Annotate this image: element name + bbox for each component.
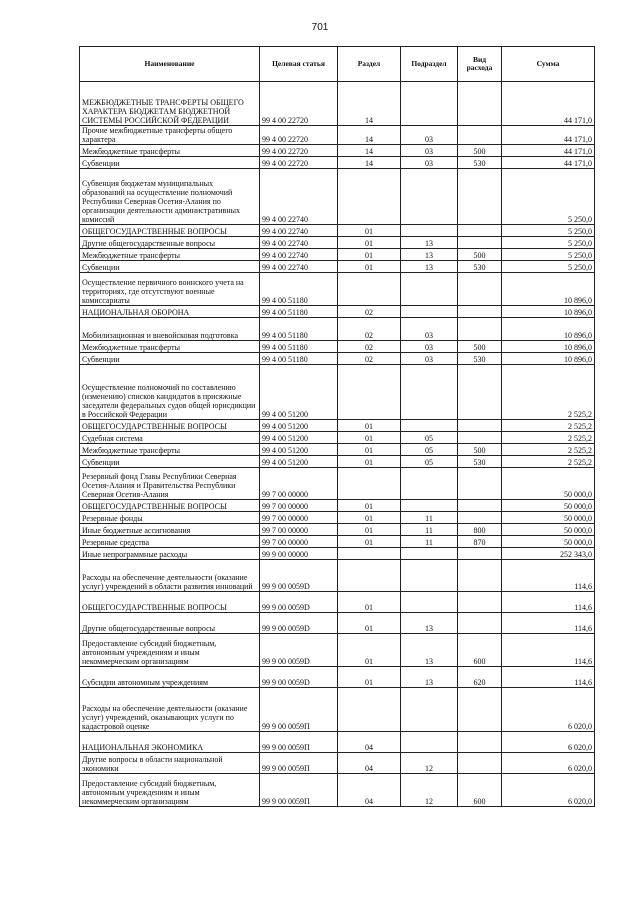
row-type bbox=[458, 318, 502, 341]
header-sum: Сумма bbox=[502, 47, 595, 82]
row-name: Осуществление первичного воинского учета на территориях, где отсутствуют военные комиссариаты bbox=[80, 273, 260, 306]
row-sum: 6 020,0 bbox=[502, 774, 595, 807]
row-type bbox=[458, 732, 502, 753]
row-code: 99 4 00 22740 bbox=[260, 237, 338, 249]
table-row bbox=[80, 592, 595, 613]
row-name: Другие общегосударственные вопросы bbox=[80, 613, 260, 634]
row-name: Расходы на обеспечение деятельности (оказание услуг) учреждений, оказывающих услуги по кадастровой оценке bbox=[80, 688, 260, 732]
row-name: Межбюджетные трансферты bbox=[80, 249, 260, 261]
row-name: Иные непрограммные расходы bbox=[80, 548, 260, 560]
row-subsection bbox=[401, 468, 458, 500]
row-type bbox=[458, 592, 502, 613]
row-section: 02 bbox=[338, 353, 401, 365]
row-name: Другие вопросы в области национальной экономики bbox=[80, 753, 260, 774]
row-code: 99 4 00 51180 bbox=[260, 306, 338, 318]
row-name: Субвенции bbox=[80, 157, 260, 169]
row-section: 01 bbox=[338, 613, 401, 634]
row-section: 01 bbox=[338, 456, 401, 468]
row-code: 99 9 00 00000 bbox=[260, 548, 338, 560]
row-sum: 50 000,0 bbox=[502, 468, 595, 500]
row-code: 99 4 00 51180 bbox=[260, 341, 338, 353]
row-sum: 44 171,0 bbox=[502, 82, 595, 126]
row-sum: 44 171,0 bbox=[502, 126, 595, 145]
table-row bbox=[80, 126, 595, 145]
row-type: 800 bbox=[458, 524, 502, 536]
row-sum: 50 000,0 bbox=[502, 536, 595, 548]
table-body bbox=[80, 82, 595, 807]
row-subsection bbox=[401, 306, 458, 318]
row-section: 01 bbox=[338, 512, 401, 524]
row-section: 04 bbox=[338, 753, 401, 774]
row-sum: 5 250,0 bbox=[502, 261, 595, 273]
row-sum: 5 250,0 bbox=[502, 237, 595, 249]
row-type: 530 bbox=[458, 261, 502, 273]
row-subsection bbox=[401, 273, 458, 306]
row-sum: 114,6 bbox=[502, 613, 595, 634]
table-row bbox=[80, 524, 595, 536]
row-sum: 2 525,2 bbox=[502, 365, 595, 420]
table-row bbox=[80, 225, 595, 237]
row-sum: 44 171,0 bbox=[502, 157, 595, 169]
row-code: 99 7 00 00000 bbox=[260, 468, 338, 500]
row-subsection: 03 bbox=[401, 318, 458, 341]
row-name: Субвенции bbox=[80, 353, 260, 365]
row-name: ОБЩЕГОСУДАРСТВЕННЫЕ ВОПРОСЫ bbox=[80, 420, 260, 432]
row-code: 99 9 00 0059П bbox=[260, 732, 338, 753]
row-name: Резервные средства bbox=[80, 536, 260, 548]
row-subsection: 13 bbox=[401, 237, 458, 249]
row-subsection: 11 bbox=[401, 512, 458, 524]
row-name: НАЦИОНАЛЬНАЯ ОБОРОНА bbox=[80, 306, 260, 318]
row-code: 99 4 00 22720 bbox=[260, 145, 338, 157]
row-type bbox=[458, 560, 502, 592]
row-section: 14 bbox=[338, 82, 401, 126]
table-row bbox=[80, 306, 595, 318]
row-code: 99 7 00 00000 bbox=[260, 500, 338, 512]
row-name: Субсидии автономным учреждениям bbox=[80, 667, 260, 688]
table-row bbox=[80, 420, 595, 432]
row-section bbox=[338, 468, 401, 500]
row-code: 99 4 00 51200 bbox=[260, 420, 338, 432]
row-section: 01 bbox=[338, 444, 401, 456]
row-sum: 114,6 bbox=[502, 560, 595, 592]
row-type bbox=[458, 273, 502, 306]
row-name: Субвенции bbox=[80, 456, 260, 468]
row-subsection: 03 bbox=[401, 353, 458, 365]
table-row bbox=[80, 353, 595, 365]
table-row bbox=[80, 145, 595, 157]
header-type: Вид расхода bbox=[458, 47, 502, 82]
row-subsection bbox=[401, 688, 458, 732]
row-subsection: 03 bbox=[401, 157, 458, 169]
table-header-row bbox=[80, 47, 595, 82]
row-type bbox=[458, 82, 502, 126]
row-subsection: 13 bbox=[401, 667, 458, 688]
row-sum: 10 896,0 bbox=[502, 341, 595, 353]
row-sum: 5 250,0 bbox=[502, 169, 595, 225]
row-type bbox=[458, 432, 502, 444]
header-name: Наименование bbox=[80, 47, 260, 82]
row-subsection bbox=[401, 225, 458, 237]
table-row bbox=[80, 365, 595, 420]
row-type: 600 bbox=[458, 634, 502, 667]
row-type: 530 bbox=[458, 456, 502, 468]
row-name: Мобилизационная и вневойсковая подготовка bbox=[80, 318, 260, 341]
row-code: 99 7 00 00000 bbox=[260, 524, 338, 536]
table-row bbox=[80, 318, 595, 341]
row-name: Межбюджетные трансферты bbox=[80, 145, 260, 157]
row-subsection bbox=[401, 82, 458, 126]
row-type: 500 bbox=[458, 444, 502, 456]
table-row bbox=[80, 512, 595, 524]
row-type bbox=[458, 688, 502, 732]
table-row bbox=[80, 261, 595, 273]
row-sum: 2 525,2 bbox=[502, 420, 595, 432]
row-sum: 10 896,0 bbox=[502, 353, 595, 365]
row-sum: 114,6 bbox=[502, 634, 595, 667]
row-name: Резервный фонд Главы Республики Северная Осетия-Алания и Правительства Республики Северная Осетия-Алания bbox=[80, 468, 260, 500]
row-section: 01 bbox=[338, 667, 401, 688]
row-sum: 50 000,0 bbox=[502, 512, 595, 524]
row-code: 99 9 00 0059D bbox=[260, 667, 338, 688]
row-type: 600 bbox=[458, 774, 502, 807]
row-code: 99 4 00 22720 bbox=[260, 82, 338, 126]
row-subsection: 11 bbox=[401, 524, 458, 536]
row-name: Субвенции bbox=[80, 261, 260, 273]
table-row bbox=[80, 169, 595, 225]
row-code: 99 4 00 51180 bbox=[260, 273, 338, 306]
row-section bbox=[338, 365, 401, 420]
row-section: 04 bbox=[338, 732, 401, 753]
table-row bbox=[80, 613, 595, 634]
table-row bbox=[80, 237, 595, 249]
row-sum: 252 343,0 bbox=[502, 548, 595, 560]
row-sum: 2 525,2 bbox=[502, 444, 595, 456]
row-section: 02 bbox=[338, 306, 401, 318]
row-sum: 6 020,0 bbox=[502, 688, 595, 732]
row-subsection bbox=[401, 500, 458, 512]
row-subsection: 05 bbox=[401, 456, 458, 468]
row-name: ОБЩЕГОСУДАРСТВЕННЫЕ ВОПРОСЫ bbox=[80, 500, 260, 512]
row-sum: 2 525,2 bbox=[502, 456, 595, 468]
header-subsection: Подраздел bbox=[401, 47, 458, 82]
table-row bbox=[80, 634, 595, 667]
row-type bbox=[458, 365, 502, 420]
row-type: 870 bbox=[458, 536, 502, 548]
row-section: 01 bbox=[338, 249, 401, 261]
row-type: 500 bbox=[458, 341, 502, 353]
row-type: 620 bbox=[458, 667, 502, 688]
header-code: Целевая статья bbox=[260, 47, 338, 82]
row-section: 04 bbox=[338, 774, 401, 807]
row-code: 99 4 00 22720 bbox=[260, 157, 338, 169]
row-code: 99 4 00 51200 bbox=[260, 456, 338, 468]
row-subsection: 13 bbox=[401, 613, 458, 634]
row-sum: 2 525,2 bbox=[502, 432, 595, 444]
row-subsection: 13 bbox=[401, 261, 458, 273]
row-section: 01 bbox=[338, 432, 401, 444]
row-section bbox=[338, 273, 401, 306]
row-sum: 6 020,0 bbox=[502, 732, 595, 753]
row-code: 99 4 00 22740 bbox=[260, 249, 338, 261]
row-subsection bbox=[401, 169, 458, 225]
row-code: 99 9 00 0059П bbox=[260, 753, 338, 774]
row-name: Межбюджетные трансферты bbox=[80, 444, 260, 456]
row-type bbox=[458, 500, 502, 512]
row-code: 99 4 00 22740 bbox=[260, 225, 338, 237]
row-name: Судебная система bbox=[80, 432, 260, 444]
row-section: 01 bbox=[338, 261, 401, 273]
row-name: Предоставление субсидий бюджетным, автономным учреждениям и иным некоммерческим организациям bbox=[80, 634, 260, 667]
row-type bbox=[458, 468, 502, 500]
row-sum: 50 000,0 bbox=[502, 500, 595, 512]
row-subsection bbox=[401, 592, 458, 613]
row-name: МЕЖБЮДЖЕТНЫЕ ТРАНСФЕРТЫ ОБЩЕГО ХАРАКТЕРА БЮДЖЕТАМ БЮДЖЕТНОЙ СИСТЕМЫ РОССИЙСКОЙ ФЕДЕРАЦИИ bbox=[80, 82, 260, 126]
row-code: 99 4 00 51200 bbox=[260, 444, 338, 456]
row-name: ОБЩЕГОСУДАРСТВЕННЫЕ ВОПРОСЫ bbox=[80, 592, 260, 613]
row-subsection: 13 bbox=[401, 249, 458, 261]
row-subsection: 13 bbox=[401, 634, 458, 667]
row-name: Предоставление субсидий бюджетным, автономным учреждениям и иным некоммерческим организациям bbox=[80, 774, 260, 807]
row-section bbox=[338, 688, 401, 732]
row-subsection: 12 bbox=[401, 753, 458, 774]
row-section: 14 bbox=[338, 145, 401, 157]
row-code: 99 4 00 51180 bbox=[260, 353, 338, 365]
row-type bbox=[458, 169, 502, 225]
row-sum: 5 250,0 bbox=[502, 249, 595, 261]
table-row bbox=[80, 273, 595, 306]
row-subsection: 11 bbox=[401, 536, 458, 548]
row-section: 01 bbox=[338, 592, 401, 613]
table-row bbox=[80, 341, 595, 353]
row-code: 99 4 00 51180 bbox=[260, 318, 338, 341]
table-row bbox=[80, 732, 595, 753]
row-name: НАЦИОНАЛЬНАЯ ЭКОНОМИКА bbox=[80, 732, 260, 753]
table-row bbox=[80, 82, 595, 126]
row-type bbox=[458, 512, 502, 524]
table-row bbox=[80, 157, 595, 169]
row-subsection bbox=[401, 420, 458, 432]
row-subsection: 03 bbox=[401, 126, 458, 145]
row-subsection bbox=[401, 365, 458, 420]
row-section: 01 bbox=[338, 225, 401, 237]
row-sum: 10 896,0 bbox=[502, 306, 595, 318]
row-name: Осуществление полномочий по составлению (изменению) списков кандидатов в присяжные заседатели федеральных судов общей юрисдикции в Российской Федерации bbox=[80, 365, 260, 420]
row-section: 02 bbox=[338, 318, 401, 341]
row-code: 99 4 00 22720 bbox=[260, 126, 338, 145]
row-name: Иные бюджетные ассигнования bbox=[80, 524, 260, 536]
row-code: 99 4 00 51200 bbox=[260, 365, 338, 420]
table-row bbox=[80, 468, 595, 500]
row-section bbox=[338, 548, 401, 560]
table-row bbox=[80, 753, 595, 774]
row-sum: 50 000,0 bbox=[502, 524, 595, 536]
row-section: 01 bbox=[338, 524, 401, 536]
budget-table bbox=[79, 46, 595, 807]
table-row bbox=[80, 688, 595, 732]
row-section: 14 bbox=[338, 126, 401, 145]
row-subsection bbox=[401, 732, 458, 753]
row-code: 99 9 00 0059D bbox=[260, 560, 338, 592]
row-section: 01 bbox=[338, 237, 401, 249]
row-type bbox=[458, 548, 502, 560]
row-type: 500 bbox=[458, 249, 502, 261]
row-subsection: 03 bbox=[401, 341, 458, 353]
row-section: 02 bbox=[338, 341, 401, 353]
row-name: Межбюджетные трансферты bbox=[80, 341, 260, 353]
row-code: 99 9 00 0059П bbox=[260, 688, 338, 732]
table-row bbox=[80, 456, 595, 468]
row-type: 500 bbox=[458, 145, 502, 157]
row-code: 99 4 00 22740 bbox=[260, 261, 338, 273]
row-code: 99 7 00 00000 bbox=[260, 536, 338, 548]
row-code: 99 9 00 0059D bbox=[260, 613, 338, 634]
row-section: 01 bbox=[338, 536, 401, 548]
row-section: 01 bbox=[338, 634, 401, 667]
row-type bbox=[458, 225, 502, 237]
table-row bbox=[80, 536, 595, 548]
row-subsection: 05 bbox=[401, 444, 458, 456]
row-sum: 114,6 bbox=[502, 592, 595, 613]
table-row bbox=[80, 444, 595, 456]
table-row bbox=[80, 667, 595, 688]
table-row bbox=[80, 249, 595, 261]
row-subsection: 03 bbox=[401, 145, 458, 157]
row-sum: 10 896,0 bbox=[502, 318, 595, 341]
row-type: 530 bbox=[458, 157, 502, 169]
row-section bbox=[338, 169, 401, 225]
row-type bbox=[458, 306, 502, 318]
header-section: Раздел bbox=[338, 47, 401, 82]
row-type bbox=[458, 613, 502, 634]
row-subsection bbox=[401, 560, 458, 592]
row-type bbox=[458, 753, 502, 774]
table-row bbox=[80, 548, 595, 560]
table-row bbox=[80, 774, 595, 807]
row-sum: 114,6 bbox=[502, 667, 595, 688]
table-row bbox=[80, 560, 595, 592]
row-name: Прочие межбюджетные трансферты общего характера bbox=[80, 126, 260, 145]
row-code: 99 9 00 0059D bbox=[260, 592, 338, 613]
row-type bbox=[458, 126, 502, 145]
row-section: 14 bbox=[338, 157, 401, 169]
row-section bbox=[338, 560, 401, 592]
row-name: Субвенция бюджетам муниципальных образований на осуществление полномочий Республики Северная Осетия-Алания по организации деятельности административных комиссий bbox=[80, 169, 260, 225]
row-subsection: 12 bbox=[401, 774, 458, 807]
row-type bbox=[458, 237, 502, 249]
row-name: Резервные фонды bbox=[80, 512, 260, 524]
row-name: Другие общегосударственные вопросы bbox=[80, 237, 260, 249]
page-number: 701 bbox=[311, 22, 329, 33]
row-sum: 6 020,0 bbox=[502, 753, 595, 774]
row-name: ОБЩЕГОСУДАРСТВЕННЫЕ ВОПРОСЫ bbox=[80, 225, 260, 237]
row-code: 99 9 00 0059D bbox=[260, 634, 338, 667]
row-section: 01 bbox=[338, 420, 401, 432]
row-name: Расходы на обеспечение деятельности (оказание услуг) учреждений в области развития инноваций bbox=[80, 560, 260, 592]
row-sum: 5 250,0 bbox=[502, 225, 595, 237]
row-code: 99 9 00 0059П bbox=[260, 774, 338, 807]
row-code: 99 7 00 00000 bbox=[260, 512, 338, 524]
row-subsection: 05 bbox=[401, 432, 458, 444]
row-type: 530 bbox=[458, 353, 502, 365]
row-section: 01 bbox=[338, 500, 401, 512]
row-code: 99 4 00 22740 bbox=[260, 169, 338, 225]
row-sum: 10 896,0 bbox=[502, 273, 595, 306]
row-type bbox=[458, 420, 502, 432]
row-code: 99 4 00 51200 bbox=[260, 432, 338, 444]
table-row bbox=[80, 432, 595, 444]
row-subsection bbox=[401, 548, 458, 560]
table-row bbox=[80, 500, 595, 512]
row-sum: 44 171,0 bbox=[502, 145, 595, 157]
